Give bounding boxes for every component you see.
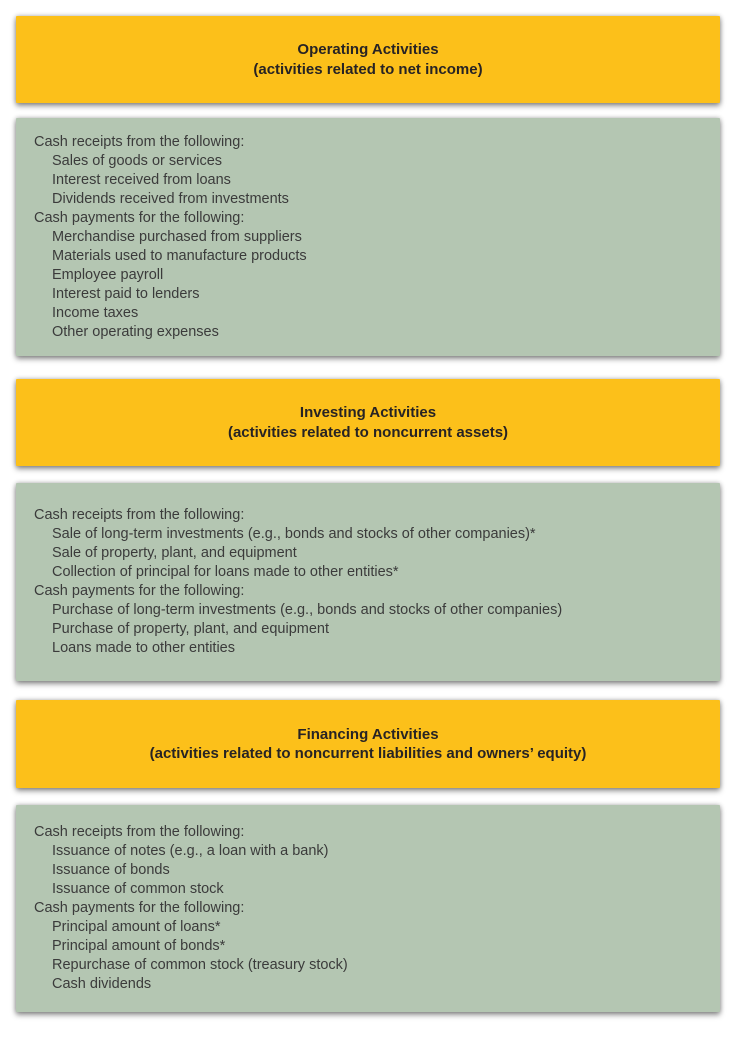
group-label: Cash payments for the following: <box>34 210 245 226</box>
list-item: Sales of goods or services <box>52 153 223 169</box>
cash-flow-activities-figure <box>0 16 736 1040</box>
financing-header-box <box>16 700 720 788</box>
list-item: Other operating expenses <box>52 324 219 340</box>
operating-details-panel <box>16 118 720 356</box>
list-item: Employee payroll <box>52 267 164 283</box>
section-title: Operating Activities <box>297 41 439 58</box>
section-subtitle: (activities related to noncurrent assets) <box>227 423 509 441</box>
list-item: Purchase of long-term investments (e.g., bonds and stocks of other companies) <box>52 602 563 618</box>
list-item: Cash dividends <box>52 976 152 992</box>
list-item: Loans made to other entities <box>52 640 235 656</box>
list-item: Dividends received from investments <box>52 191 289 207</box>
group-label: Cash receipts from the following: <box>34 134 245 150</box>
operating-header-box <box>16 16 720 103</box>
investing-details-panel <box>16 483 720 681</box>
section-title: Investing Activities <box>299 404 437 421</box>
list-item: Sale of property, plant, and equipment <box>52 545 297 561</box>
investing-header-box <box>16 379 720 466</box>
group-label: Cash receipts from the following: <box>34 507 245 523</box>
list-item: Interest received from loans <box>52 172 231 188</box>
list-item: Principal amount of loans* <box>52 919 221 935</box>
section-title: Financing Activities <box>297 725 439 743</box>
section-subtitle: (activities related to noncurrent liabilities and owners’ equity) <box>149 745 587 762</box>
list-item: Purchase of property, plant, and equipment <box>52 621 330 637</box>
list-item: Issuance of notes (e.g., a loan with a bank) <box>52 843 329 859</box>
list-item: Principal amount of bonds* <box>52 938 226 954</box>
list-item: Interest paid to lenders <box>52 286 200 302</box>
group-label: Cash payments for the following: <box>34 900 245 916</box>
financing-details-panel <box>16 805 720 1012</box>
section-subtitle: (activities related to net income) <box>253 60 483 78</box>
list-item: Collection of principal for loans made to other entities* <box>52 564 399 580</box>
list-item: Income taxes <box>52 305 139 321</box>
group-label: Cash receipts from the following: <box>34 824 245 840</box>
list-item: Materials used to manufacture products <box>52 248 307 264</box>
list-item: Issuance of common stock <box>52 881 224 897</box>
group-label: Cash payments for the following: <box>34 583 245 599</box>
list-item: Issuance of bonds <box>52 862 170 878</box>
list-item: Repurchase of common stock (treasury stock) <box>52 957 348 973</box>
list-item: Sale of long-term investments (e.g., bonds and stocks of other companies)* <box>52 526 536 542</box>
list-item: Merchandise purchased from suppliers <box>52 229 302 245</box>
